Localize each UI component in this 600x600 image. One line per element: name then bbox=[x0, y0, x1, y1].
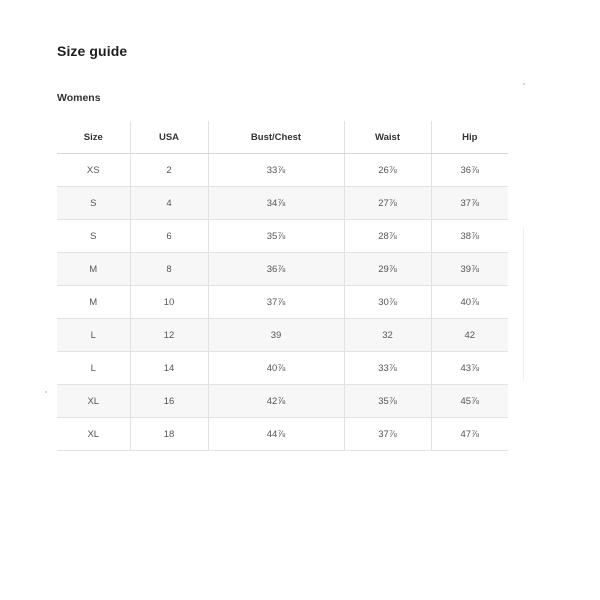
table-cell-waist: 26⅞ bbox=[344, 154, 431, 187]
table-cell-usa: 10 bbox=[130, 286, 208, 319]
section-heading-womens: Womens bbox=[57, 92, 101, 104]
table-cell-bust: 33⅞ bbox=[208, 154, 344, 187]
table-cell-waist: 28⅞ bbox=[344, 220, 431, 253]
table-cell-hip: 36⅞ bbox=[431, 154, 508, 187]
table-row bbox=[57, 220, 508, 253]
table-cell-waist: 33⅞ bbox=[344, 352, 431, 385]
table-row bbox=[57, 154, 508, 187]
column-header-waist: Waist bbox=[344, 121, 431, 154]
table-cell-hip: 45⅞ bbox=[431, 385, 508, 418]
table-cell-hip: 43⅞ bbox=[431, 352, 508, 385]
table-cell-usa: 12 bbox=[130, 319, 208, 352]
column-header-hip: Hip bbox=[431, 121, 508, 154]
table-cell-size: S bbox=[57, 187, 130, 220]
table-cell-waist: 32 bbox=[344, 319, 431, 352]
size-table bbox=[57, 121, 508, 451]
table-cell-bust: 40⅞ bbox=[208, 352, 344, 385]
table-cell-bust: 36⅞ bbox=[208, 253, 344, 286]
table-cell-usa: 4 bbox=[130, 187, 208, 220]
table-cell-bust: 44⅞ bbox=[208, 418, 344, 451]
table-row bbox=[57, 385, 508, 418]
table-cell-size: L bbox=[57, 319, 130, 352]
table-cell-waist: 37⅞ bbox=[344, 418, 431, 451]
table-row bbox=[57, 352, 508, 385]
table-cell-usa: 6 bbox=[130, 220, 208, 253]
table-cell-size: L bbox=[57, 352, 130, 385]
table-cell-hip: 40⅞ bbox=[431, 286, 508, 319]
stray-dot bbox=[523, 83, 525, 85]
table-cell-bust: 39 bbox=[208, 319, 344, 352]
table-cell-usa: 14 bbox=[130, 352, 208, 385]
table-row bbox=[57, 187, 508, 220]
table-cell-size: M bbox=[57, 253, 130, 286]
table-cell-hip: 47⅞ bbox=[431, 418, 508, 451]
page-title: Size guide bbox=[57, 43, 128, 59]
stray-dot bbox=[45, 391, 47, 393]
table-cell-size: M bbox=[57, 286, 130, 319]
table-row bbox=[57, 286, 508, 319]
table-row bbox=[57, 418, 508, 451]
table-header-row bbox=[57, 121, 508, 154]
faint-edge-line bbox=[523, 228, 524, 380]
table-cell-size: XL bbox=[57, 385, 130, 418]
table-cell-size: S bbox=[57, 220, 130, 253]
table-cell-usa: 18 bbox=[130, 418, 208, 451]
table-cell-bust: 35⅞ bbox=[208, 220, 344, 253]
table-cell-waist: 30⅞ bbox=[344, 286, 431, 319]
table-cell-bust: 34⅞ bbox=[208, 187, 344, 220]
table-cell-hip: 39⅞ bbox=[431, 253, 508, 286]
table-cell-hip: 42 bbox=[431, 319, 508, 352]
table-cell-usa: 2 bbox=[130, 154, 208, 187]
column-header-usa: USA bbox=[130, 121, 208, 154]
table-cell-bust: 37⅞ bbox=[208, 286, 344, 319]
table-row bbox=[57, 319, 508, 352]
table-cell-size: XL bbox=[57, 418, 130, 451]
table-cell-hip: 38⅞ bbox=[431, 220, 508, 253]
column-header-size: Size bbox=[57, 121, 130, 154]
table-cell-waist: 27⅞ bbox=[344, 187, 431, 220]
table-cell-bust: 42⅞ bbox=[208, 385, 344, 418]
column-header-bust-chest: Bust/Chest bbox=[208, 121, 344, 154]
table-cell-waist: 29⅞ bbox=[344, 253, 431, 286]
table-cell-waist: 35⅞ bbox=[344, 385, 431, 418]
table-cell-usa: 16 bbox=[130, 385, 208, 418]
table-cell-hip: 37⅞ bbox=[431, 187, 508, 220]
table-cell-size: XS bbox=[57, 154, 130, 187]
table-cell-usa: 8 bbox=[130, 253, 208, 286]
table-row bbox=[57, 253, 508, 286]
